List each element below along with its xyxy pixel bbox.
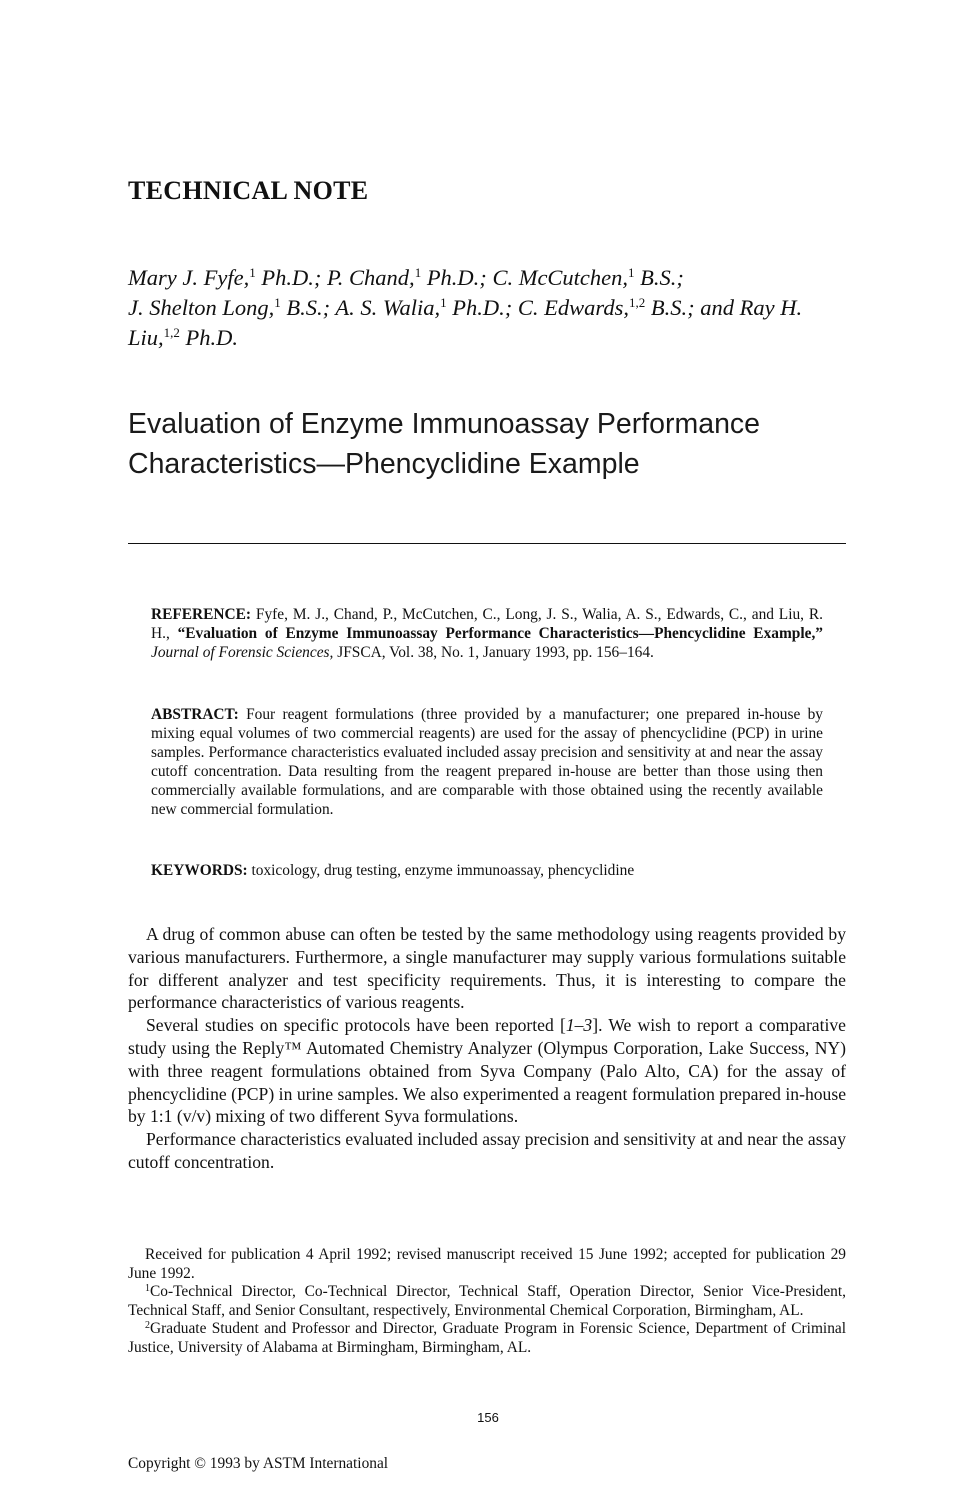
author-degree: Ph.D.; <box>446 295 518 320</box>
footnote-1 <box>128 1283 846 1320</box>
footnote-text: Co-Technical Director, Co-Technical Director, Technical Staff, Operation Director, Senior Vice-President, Technical Staff, and Senior Consultant, respectively, Environmental Chemical Corporation, Birmingham, AL. <box>128 1283 846 1319</box>
footnote-text: Graduate Student and Professor and Director, Graduate Program in Forensic Science, Department of Criminal Justice, University of Alabama at Birmingham, Birmingham, AL. <box>128 1320 846 1356</box>
footnotes <box>128 1246 846 1358</box>
body-paragraph <box>128 1014 846 1128</box>
footnote-mark: 1 <box>145 1283 150 1295</box>
reference-details: JFSCA, Vol. 38, No. 1, January 1993, pp. 156–164. <box>333 644 654 661</box>
affiliation-mark: 1 <box>414 265 422 280</box>
reference-label: REFERENCE: <box>151 606 252 623</box>
body-text <box>128 923 846 1174</box>
keywords-text: toxicology, drug testing, enzyme immunoassay, phencyclidine <box>247 862 635 879</box>
article-title <box>128 404 888 484</box>
affiliation-mark: 1 <box>440 295 447 310</box>
keywords-label: KEYWORDS: <box>151 862 248 879</box>
section-label: TECHNICAL NOTE <box>128 176 369 205</box>
received-note: Received for publication 4 April 1992; revised manuscript received 15 June 1992; accepted for publication 29 June 1992. <box>128 1246 846 1282</box>
title-rule <box>128 543 846 544</box>
reference-authors: Fyfe, M. J., Chand, P., McCutchen, C., Long, J. S., Walia, A. S., Edwards, C., and Liu, R. H., <box>151 606 823 642</box>
keywords-block <box>151 861 823 880</box>
affiliation-mark: 1,2 <box>163 325 180 340</box>
title-line: Characteristics—Phencyclidine Example <box>128 448 640 480</box>
author-list <box>128 263 858 353</box>
footnote-mark: 2 <box>145 1320 150 1332</box>
affiliation-mark: 1 <box>628 265 635 280</box>
author-name: A. S. Walia, <box>335 295 441 320</box>
body-paragraph: Performance characteristics evaluated included assay precision and sensitivity at and near the assay cutoff concentration. <box>128 1129 846 1172</box>
page-number: 156 <box>477 1410 499 1425</box>
author-name: J. Shelton Long, <box>128 295 275 320</box>
paragraph-text: ]. We wish to report a comparative study using the Reply™ Automated Chemistry Analyzer (Olympus Corporation, Lake Success, NY) with three reagent formulations obtained from Syva Company (Palo Alto, CA) for the assay of phencyclidine (PCP) in urine samples. We also experimented a reagent formulation prepared in-house by 1:1 (v/v) mixing of two different Syva formulations. <box>128 1015 846 1127</box>
citation-ref[interactable]: 1–3 <box>565 1015 593 1036</box>
affiliation-mark: 1,2 <box>628 295 646 310</box>
affiliation-mark: 1 <box>274 295 281 310</box>
author-degree: B.S.; <box>634 265 684 290</box>
abstract-text: Four reagent formulations (three provided by a manufacturer; one prepared in-house by mixing equal volumes of two commercial reagents) are used for the assay of phencyclidine (PCP) in urine samples. Performance characteristics evaluated included assay precision and sensitivity at and near the assay cutoff concentration. Data resulting from the reagent prepared in-house are better than those using then commercially available formulations, and are comparable with those obtained using the recently available new commercial formulation. <box>151 706 823 818</box>
reference-article-title: “Evaluation of Enzyme Immunoassay Performance Characteristics—Phencyclidine Example,” <box>177 625 823 642</box>
author-degree: B.S.; <box>280 295 336 320</box>
footnote-2 <box>128 1320 846 1357</box>
abstract-label: ABSTRACT: <box>151 706 239 723</box>
author-name: C. McCutchen, <box>492 265 629 290</box>
author-name: P. Chand, <box>326 265 415 290</box>
author-degree: Ph.D.; <box>421 265 493 290</box>
body-paragraph: A drug of common abuse can often be tested by the same methodology using reagents provided by various manufacturers. Furthermore, a single manufacturer may supply various formulations suitable for different analyzer and test specificity requirements. Thus, it is interesting to compare the performance characteristics of various reagents. <box>128 924 846 1013</box>
affiliation-mark: 1 <box>249 265 256 280</box>
author-name: Ray H. Liu, <box>128 295 803 350</box>
author-name: Mary J. Fyfe, <box>128 265 250 290</box>
author-degree: Ph.D. <box>179 325 239 350</box>
reference-block <box>151 605 823 662</box>
reference-journal: Journal of Forensic Sciences, <box>151 644 334 661</box>
author-degree: B.S.; and <box>645 295 740 320</box>
paragraph-text: Several studies on specific protocols have been reported [ <box>146 1015 566 1036</box>
abstract-block <box>151 705 823 819</box>
title-line: Evaluation of Enzyme Immunoassay Performance <box>128 408 761 440</box>
copyright-notice: Copyright © 1993 by ASTM International <box>128 1455 389 1472</box>
author-degree: Ph.D.; <box>255 265 327 290</box>
author-name: C. Edwards, <box>517 295 629 320</box>
